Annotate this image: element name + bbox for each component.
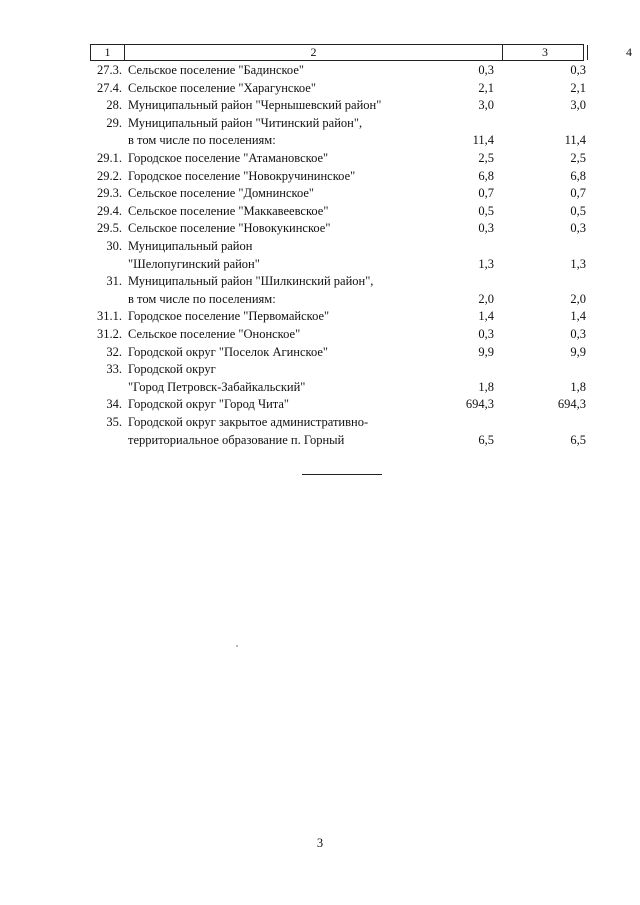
header-col-4: 4 — [626, 45, 632, 59]
row-number: 27.4. — [97, 80, 122, 95]
row-name-line: Городской округ — [128, 362, 216, 377]
row-value-col3: 11,4 — [472, 133, 494, 148]
row-number: 29.4. — [97, 203, 122, 218]
row-number: 29. — [106, 115, 122, 130]
row-value-col4: 0,5 — [570, 203, 586, 218]
row-value-col4: 2,5 — [570, 151, 586, 165]
row-number: 27.3. — [97, 63, 122, 77]
row-value-col4: 11,4 — [564, 133, 586, 148]
row-value-col4: 0,3 — [570, 63, 586, 77]
row-value-col4: 3,0 — [570, 98, 586, 113]
row-value-col3: 1,4 — [478, 309, 494, 324]
row-name-line: в том числе по поселениям: — [128, 291, 276, 306]
table-header — [90, 44, 632, 61]
header-col-2: 2 — [125, 45, 503, 60]
row-number: 32. — [106, 344, 122, 359]
row-value-col3: 1,8 — [478, 379, 494, 394]
scan-speck — [236, 645, 238, 647]
row-value-col3: 0,5 — [478, 203, 494, 218]
row-number: 29.3. — [97, 186, 122, 201]
row-number: 28. — [106, 98, 122, 113]
row-name-line: Городское поселение "Атамановское" — [128, 151, 329, 165]
row-number: 34. — [106, 397, 122, 412]
row-name-line: Сельское поселение "Харагунское" — [128, 80, 316, 95]
row-value-col4: 1,4 — [570, 309, 586, 324]
page-number: 3 — [316, 836, 324, 850]
row-value-col3: 0,3 — [478, 221, 494, 236]
row-value-col4: 0,3 — [570, 221, 586, 236]
row-value-col4: 9,9 — [570, 344, 586, 359]
row-name-line: Сельское поселение "Бадинское" — [128, 63, 304, 77]
row-number: 33. — [106, 362, 122, 377]
row-value-col3: 2,5 — [478, 151, 494, 165]
row-value-col3: 0,3 — [478, 63, 494, 77]
row-name-line: в том числе по поселениям: — [128, 133, 276, 148]
row-name-line: территориальное образование п. Горный — [128, 432, 345, 447]
header-col-1: 1 — [91, 45, 125, 60]
row-value-col4: 2,1 — [570, 80, 586, 95]
row-name-line: Городской округ закрытое административно- — [128, 415, 369, 429]
header-col-3: 3 — [503, 45, 588, 60]
row-number: 30. — [106, 239, 122, 253]
row-name-line: "Город Петровск-Забайкальский" — [128, 379, 306, 394]
row-value-col3: 2,0 — [478, 291, 494, 306]
row-name-line: Городское поселение "Новокручининское" — [128, 168, 356, 183]
row-value-col3: 1,3 — [478, 256, 494, 271]
row-number: 31.2. — [97, 327, 122, 341]
row-name-line: Муниципальный район "Читинский район", — [128, 115, 363, 130]
row-name-line: Сельское поселение "Ононское" — [128, 327, 301, 341]
row-number: 29.5. — [97, 221, 122, 236]
row-value-col4: 6,8 — [570, 168, 586, 183]
row-value-col3: 694,3 — [465, 397, 494, 412]
row-number: 31. — [106, 274, 122, 289]
row-name-line: Сельское поселение "Новокукинское" — [128, 221, 331, 236]
row-name-line: Городское поселение "Первомайское" — [128, 309, 330, 324]
row-value-col3: 0,7 — [478, 186, 494, 201]
row-value-col4: 0,3 — [570, 327, 586, 341]
row-number: 29.2. — [97, 168, 122, 183]
row-name-line: Сельское поселение "Домнинское" — [128, 186, 315, 201]
row-value-col4: 2,0 — [570, 291, 586, 306]
row-value-col4: 1,3 — [570, 256, 586, 271]
row-name-line: Сельское поселение "Маккавеевское" — [128, 203, 329, 218]
row-value-col4: 694,3 — [557, 397, 586, 412]
row-number: 29.1. — [97, 151, 122, 165]
row-value-col3: 6,5 — [478, 432, 494, 447]
row-value-col3: 0,3 — [478, 327, 494, 341]
row-value-col3: 2,1 — [478, 80, 494, 95]
row-name-line: Муниципальный район — [128, 239, 253, 253]
row-value-col3: 6,8 — [478, 168, 494, 183]
row-number: 31.1. — [97, 309, 122, 324]
row-name-line: Муниципальный район "Чернышевский район" — [128, 98, 382, 113]
row-value-col4: 1,8 — [570, 379, 586, 394]
end-rule — [302, 474, 382, 475]
row-name-line: Городской округ "Город Чита" — [128, 397, 290, 412]
row-value-col3: 3,0 — [478, 98, 494, 113]
row-value-col4: 0,7 — [570, 186, 586, 201]
row-name-line: Муниципальный район "Шилкинский район", — [128, 274, 374, 289]
row-value-col4: 6,5 — [570, 432, 586, 447]
row-name-line: "Шелопугинский район" — [128, 256, 260, 271]
row-name-line: Городской округ "Поселок Агинское" — [128, 344, 329, 359]
row-value-col3: 9,9 — [478, 344, 494, 359]
row-number: 35. — [106, 415, 122, 429]
